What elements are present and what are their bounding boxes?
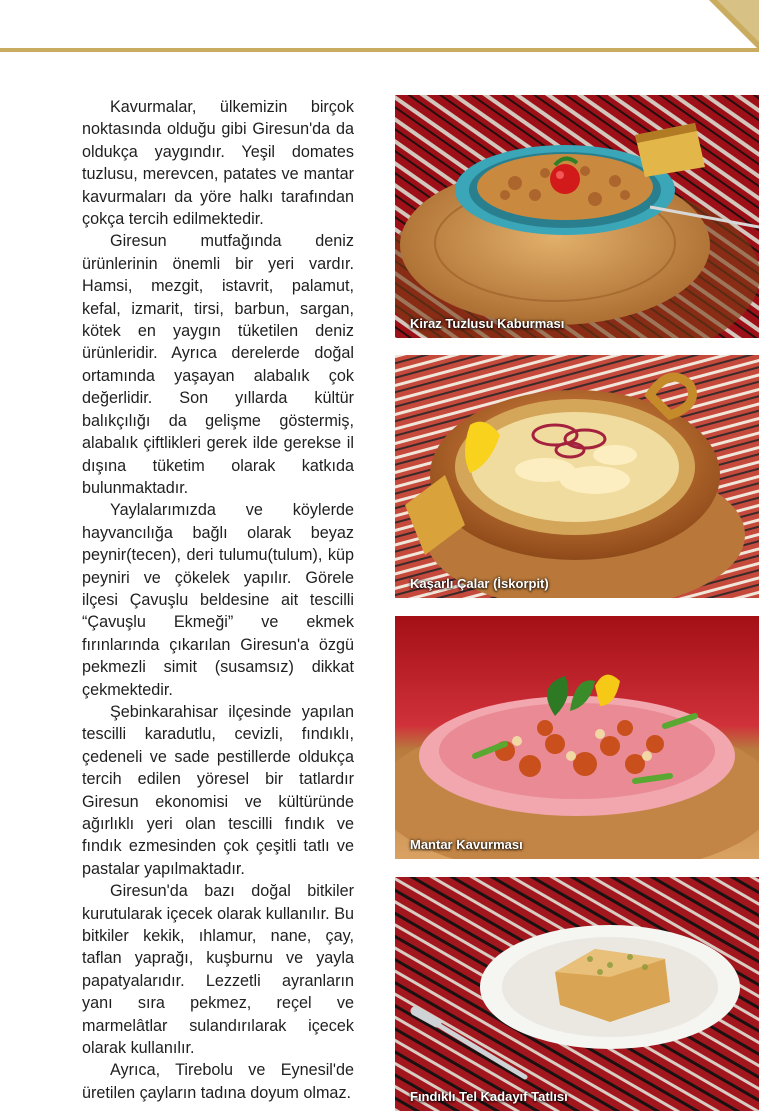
- paragraph: Ayrıca, Tirebolu ve Eynesil'de üretilen çayların tadına doyum olmaz.: [82, 1061, 354, 1102]
- header-rule: [0, 48, 759, 52]
- photo-caption: Kaşarlı Çalar (İskorpit): [410, 576, 549, 591]
- paragraph: Yaylalarımızda ve köylerde hayvancılığa bağlı olarak beyaz peynir(tecen), deri tulumu(tulum), küp peyniri ve çökelek yapılır. Görele ilçesi Çavuşlu beldesine ait tescilli “Çavuşlu Ekmeği” ve ekmek fırınlarında çıkarılan Giresun'a özgü pekmezli simit (susamsız) dikkat çekmektedir.: [82, 501, 354, 699]
- photo-caption: Mantar Kavurması: [410, 837, 523, 852]
- paragraph: Giresun'da bazı doğal bitkiler kurutularak içecek olarak kullanılır. Bu bitkiler kekik, ıhlamur, nane, çay, taflan yaprağı, kuşburnu ve yayla papatyalarıdır. Lezzetli ayranların yanı sıra pekmez, reçel ve marmelâtlar sulandırılarak içecek olarak kullanılır.: [82, 882, 354, 1058]
- paragraph: Kavurmalar, ülkemizin birçok noktasında olduğu gibi Giresun'da da oldukça yaygındır. Yeşil domates tuzlusu, merevcen, patates ve mantar kavurmaları da yöre halkı tarafından çokça tercih edilmektedir.: [82, 98, 354, 229]
- dish-illustration: [395, 95, 759, 338]
- photo-caption: Kiraz Tuzlusu Kaburması: [410, 316, 565, 331]
- paragraph: Giresun mutfağında deniz ürünlerinin önemli bir yeri vardır. Hamsi, mezgit, istavrit, palamut, kefal, izmarit, tirsi, barbun, sargan, kötek en yaygın tüketilen deniz ürünleridir. Ayrıca derelerde doğal ortamında yaşayan alabalık çok değerlidir. Son yıllarda kültür balıkçılığı da gelişme göstermiş, alabalık çiftlikleri gerek ilde gerekse il dışına tüketim olarak katkıda bulunmaktadır.: [82, 232, 354, 497]
- photo-findikli-tel-kadayif-tatlisi: [395, 877, 759, 1111]
- dish-illustration: [395, 616, 759, 859]
- dish-illustration: [395, 355, 759, 598]
- article-text: [82, 96, 354, 1104]
- corner-decoration: [709, 0, 759, 50]
- photo-mantar-kavurmasi: [395, 616, 759, 859]
- photo-kasarli-calar: [395, 355, 759, 598]
- photo-kiraz-tuzlusu-kaburmasi: [395, 95, 759, 338]
- paragraph: Şebinkarahisar ilçesinde yapılan tescilli karadutlu, cevizli, fındıklı, çedeneli ve sade pestillerde oldukça tercih edilen yöresel bir tatlardır Giresun ekonomisi ve kültüründe ağırlıklı yeri olan tescilli fındık ve fındık ezmesinden çok çeşitli tatlı ve pastalar yapılmaktadır.: [82, 702, 354, 878]
- photo-caption: Fındıklı Tel Kadayıf Tatlısı: [410, 1089, 568, 1104]
- dish-illustration: [395, 877, 759, 1111]
